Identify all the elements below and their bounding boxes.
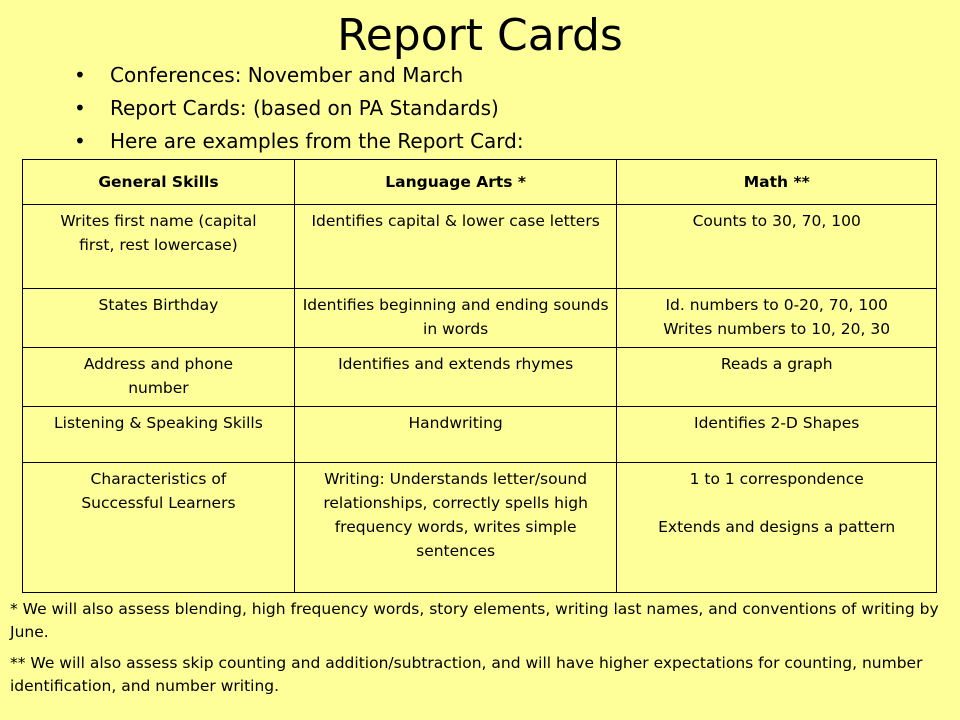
table-cell: Identifies beginning and ending sounds in words <box>294 289 617 348</box>
table-cell: Identifies capital & lower case letters <box>294 205 617 289</box>
table-cell <box>617 463 937 593</box>
table-row <box>23 463 937 593</box>
footnote-math: ** We will also assess skip counting and addition/subtraction, and will have higher expectations for counting, number identification, and number writing. <box>10 654 923 695</box>
table-cell: Handwriting <box>294 407 617 463</box>
table-cell: Address and phone number <box>23 348 295 407</box>
header-language-arts: Language Arts * <box>294 160 617 205</box>
table-row <box>23 348 937 407</box>
table-row <box>23 289 937 348</box>
table-cell: Identifies 2-D Shapes <box>617 407 937 463</box>
footnotes <box>10 598 955 706</box>
footnote-language-arts: * We will also assess blending, high frequency words, story elements, writing last names, and conventions of writing by June. <box>10 600 939 641</box>
list-item <box>70 60 524 93</box>
list-item <box>70 126 524 159</box>
table-cell: Writing: Understands letter/sound relationships, correctly spells high frequency words, writes simple sentences <box>294 463 617 593</box>
cell-line: Extends and designs a pattern <box>658 518 896 536</box>
bullet-icon: • <box>74 96 86 120</box>
bullet-icon: • <box>74 129 86 153</box>
cell-line: Id. numbers to 0-20, 70, 100 <box>665 296 888 314</box>
table-cell: States Birthday <box>23 289 295 348</box>
bullet-list <box>70 60 524 159</box>
header-math: Math ** <box>617 160 937 205</box>
table-header-row <box>23 160 937 205</box>
table-cell: Writes first name (capital first, rest lowercase) <box>23 205 295 289</box>
table-cell: Identifies and extends rhymes <box>294 348 617 407</box>
table-cell <box>617 289 937 348</box>
cell-line: 1 to 1 correspondence <box>689 470 864 488</box>
table-cell: Reads a graph <box>617 348 937 407</box>
table-cell: Counts to 30, 70, 100 <box>617 205 937 289</box>
table-row <box>23 407 937 463</box>
table-cell: Characteristics of Successful Learners <box>23 463 295 593</box>
list-item <box>70 93 524 126</box>
page-title: Report Cards <box>337 10 623 61</box>
bullet-text: Here are examples from the Report Card: <box>110 129 524 153</box>
bullet-icon: • <box>74 63 86 87</box>
header-general-skills: General Skills <box>23 160 295 205</box>
table-row <box>23 205 937 289</box>
bullet-text: Conferences: November and March <box>110 63 464 87</box>
cell-line: Writes numbers to 10, 20, 30 <box>663 320 891 338</box>
bullet-text: Report Cards: (based on PA Standards) <box>110 96 499 120</box>
table-cell: Listening & Speaking Skills <box>23 407 295 463</box>
report-card-table <box>22 159 937 593</box>
